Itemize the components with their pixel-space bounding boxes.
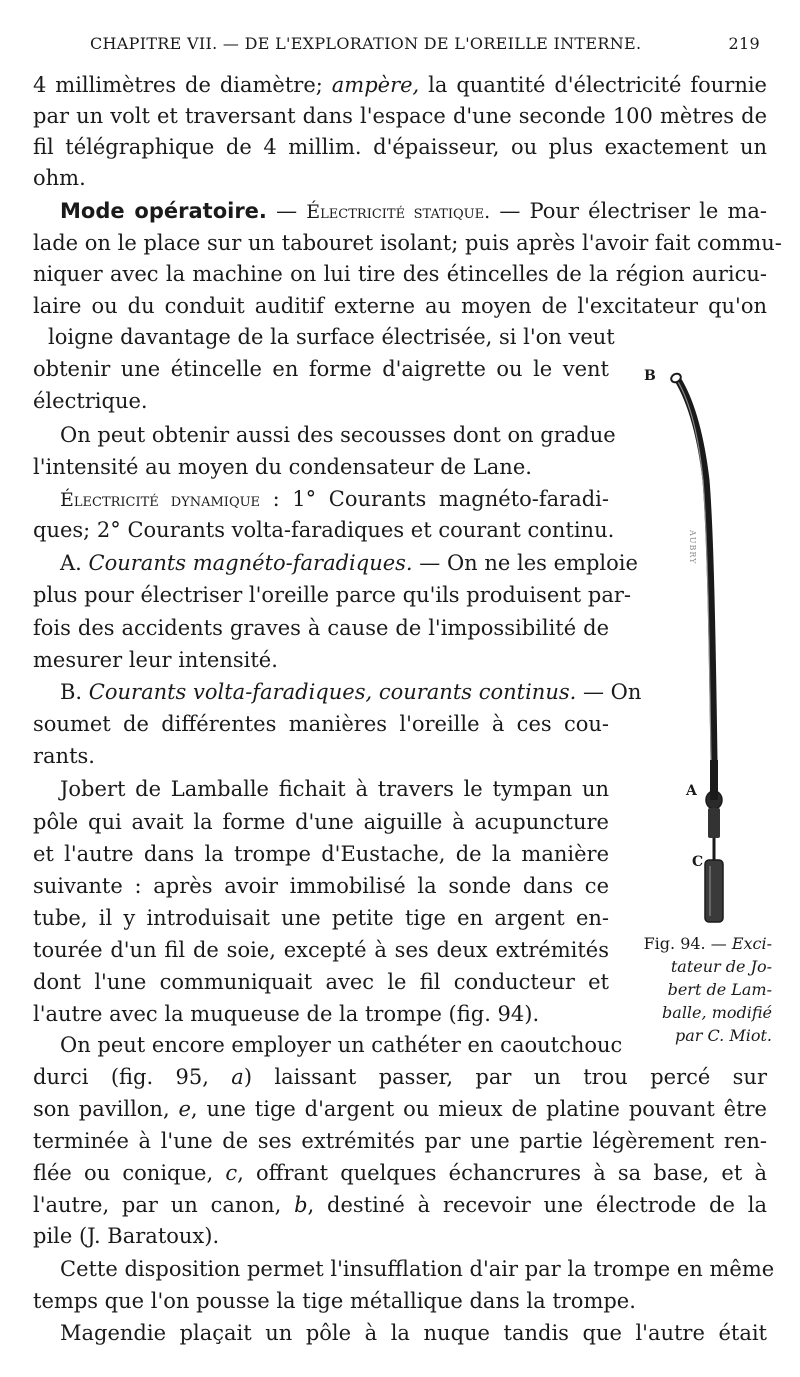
text-line: rants. [33,744,95,768]
text-line: mesurer leur intensité. [33,648,278,672]
text-line: Magendie plaçait un pôle à la nuque tandis que l'autre était [60,1321,767,1345]
text-line: Jobert de Lamballe fichait à travers le tympan un [60,777,609,801]
figure-label-b: B [644,368,656,384]
text-line: durci (fig. 95, a) laissant passer, par un trou percé sur [33,1065,767,1089]
text-line: pile (J. Baratoux). [33,1224,220,1248]
text-line: laire ou du conduit auditif externe au moyen de l'excitateur qu'on [33,294,767,318]
text-line: par un volt et traversant dans l'espace d'une seconde 100 mètres de [33,104,767,128]
text-line: terminée à l'une de ses extrémités par une partie légèrement ren- [33,1129,767,1153]
text-line: obtenir une étincelle en forme d'aigrette ou le vent [33,357,609,381]
text-line: ohm. [33,166,86,190]
text-line: Électricité dynamique : 1° Courants magnéto-faradi- [60,487,609,511]
text-line: 4 millimètres de diamètre; ampère, la quantité d'électricité fournie [33,73,767,97]
running-title: CHAPITRE VII. — DE L'EXPLORATION DE L'OREILLE INTERNE. [90,34,642,53]
text-line: B. Courants volta-faradiques, courants continus. — On [60,680,642,704]
text-line: suivante : après avoir immobilisé la sonde dans ce [33,874,609,898]
page-number: 219 [728,34,760,53]
figure-label-a: A [686,783,697,799]
text-line: électrique. [33,389,148,413]
text-line: et l'autre dans la trompe d'Eustache, de la manière [33,842,609,866]
figure-excitateur [640,360,730,930]
figure-caption: Fig. 94. — Exci- tateur de Jo- bert de Lam- balle, modifié par C. Miot. [643,934,772,1045]
text-line: On peut encore employer un cathéter en caoutchouc [60,1033,623,1057]
text-line: ques; 2° Courants volta-faradiques et courant continu. [33,518,615,542]
text-line: l'autre, par un canon, b, destiné à recevoir une électrode de la [33,1193,767,1217]
text-line: l'intensité au moyen du condensateur de Lane. [33,455,532,479]
text-line: niquer avec la machine on lui tire des étincelles de la région auricu- [33,262,767,286]
text-line: soumet de différentes manières l'oreille à ces cou- [33,712,609,736]
text-line: lade on le place sur un tabouret isolant; puis après l'avoir fait commu- [33,231,782,255]
text-line: plus pour électriser l'oreille parce qu'ils produisent par- [33,583,631,607]
text-line: On peut obtenir aussi des secousses dont on gradue [60,423,616,447]
text-line: temps que l'on pousse la tige métallique dans la trompe. [33,1289,636,1313]
section-heading-line: Mode opératoire. — Électricité statique. — Pour électriser le ma- [60,199,767,223]
text-line: Cette disposition permet l'insufflation d'air par la trompe en même [60,1257,775,1281]
text-line: pôle qui avait la forme d'une aiguille à acupuncture [33,810,609,834]
excitateur-illustration [640,360,730,930]
running-header [90,34,760,62]
text-line: fil télégraphique de 4 millim. d'épaisseur, ou plus exactement un [33,135,767,159]
text-line: flée ou conique, c, offrant quelques échancrures à sa base, et à [33,1161,767,1185]
text-line: tube, il y introduisait une petite tige en argent en- [33,906,609,930]
engraved-text: AUBRY [688,530,697,565]
text-line: l'autre avec la muqueuse de la trompe (fig. 94). [33,1002,540,1026]
text-line: tourée d'un fil de soie, excepté à ses deux extrémités [33,938,609,962]
text-line: fois des accidents graves à cause de l'impossibilité de [33,616,609,640]
figure-label-c: C [692,854,704,870]
caption-lead: Fig. 94. — [643,934,732,953]
text-line: loigne davantage de la surface électrisée, si l'on veut [48,325,615,349]
text-line: dont l'une communiquait avec le fil conducteur et [33,970,609,994]
text-line: A. Courants magnéto-faradiques. — On ne les emploie [60,551,638,575]
text-line: son pavillon, e, une tige d'argent ou mieux de platine pouvant être [33,1097,767,1121]
